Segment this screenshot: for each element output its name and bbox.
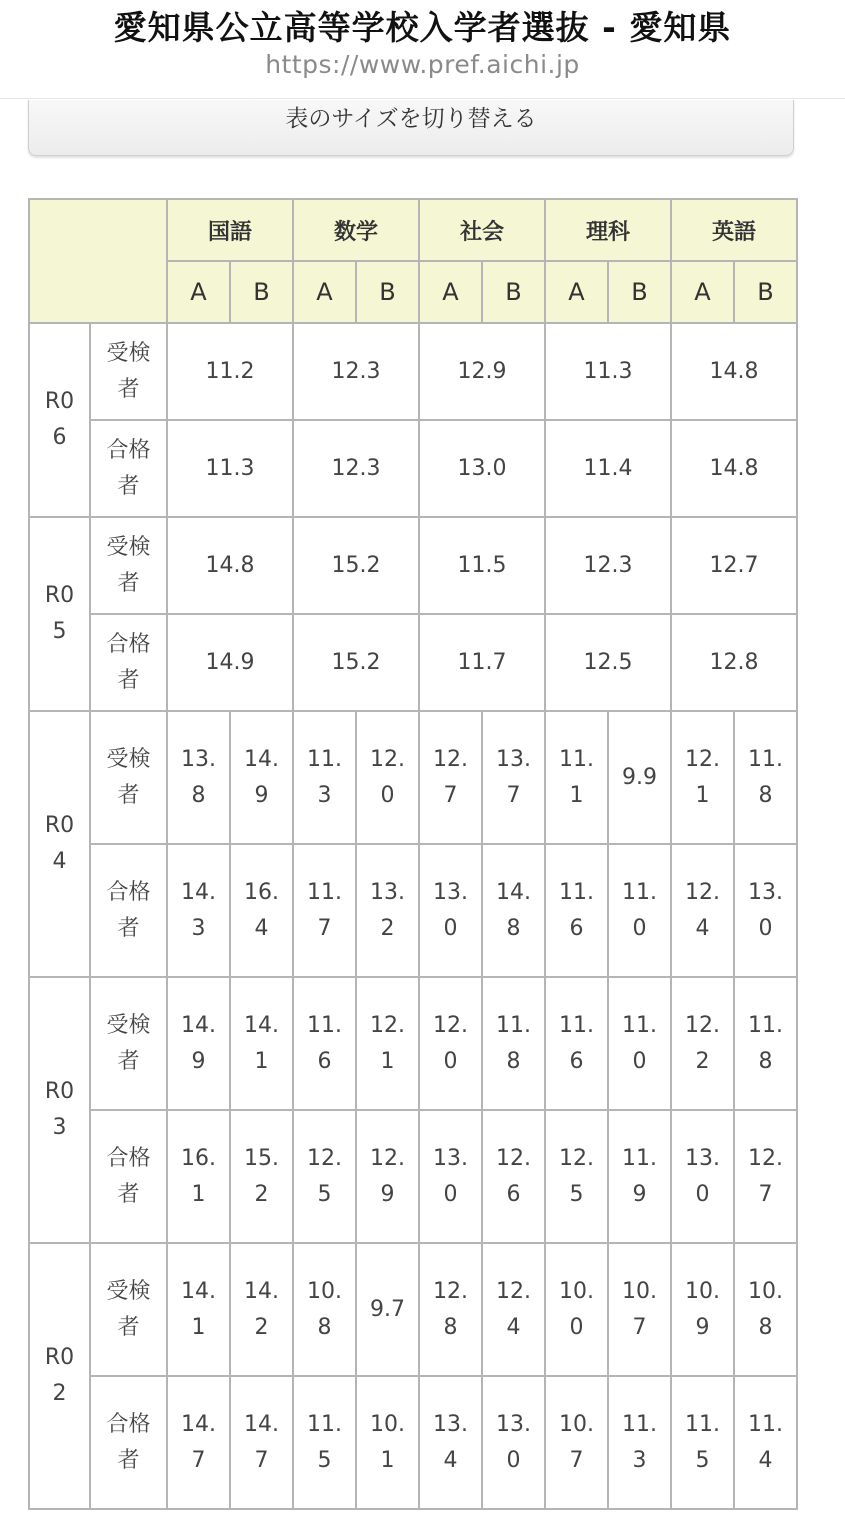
score-cell-text: 11.3 [307,746,342,808]
score-cell [608,1243,671,1376]
year-label-text: R03 [44,1079,75,1140]
sub-column-header-text: B [505,278,522,306]
group-label [90,1243,167,1376]
score-cell [671,420,797,517]
score-cell-text: 11.7 [307,879,342,941]
score-cell [293,517,419,614]
score-cell [167,711,230,844]
score-cell-text: 12.4 [496,1278,531,1340]
score-cell-text: 12.0 [370,746,405,808]
group-label-text: 合格者 [106,879,151,941]
score-cell [734,711,797,844]
year-label-text: R02 [44,1345,75,1406]
score-cell-text: 11.2 [205,359,255,384]
score-cell-text: 15.2 [244,1145,279,1207]
score-cell [167,420,293,517]
group-label [90,844,167,977]
score-cell-text: 12.3 [331,359,381,384]
group-label [90,1376,167,1509]
score-cell [356,844,419,977]
score-cell [419,844,482,977]
score-cell [671,711,734,844]
score-cell-text: 11.1 [559,746,594,808]
score-cell-text: 13.0 [433,879,468,941]
score-cell-text: 14.1 [244,1012,279,1074]
score-cell-text: 12.6 [496,1145,531,1207]
score-cell-text: 11.5 [457,553,507,578]
score-cell-text: 12.7 [433,746,468,808]
header-row-subjects [29,199,797,261]
score-cell [167,844,230,977]
sub-column-header-text: B [631,278,648,306]
score-cell [356,977,419,1110]
score-cell [419,1376,482,1509]
score-cell [734,1110,797,1243]
table-row [29,977,797,1110]
score-cell [545,420,671,517]
score-cell-text: 14.9 [244,746,279,808]
score-cell [230,1243,293,1376]
score-cell [671,323,797,420]
sub-column-header [608,261,671,323]
score-cell [608,977,671,1110]
score-table [28,198,798,1510]
score-cell-text: 12.8 [433,1278,468,1340]
score-cell [608,844,671,977]
table-row [29,1243,797,1376]
subject-header [419,199,545,261]
score-cell [545,1243,608,1376]
subject-header-text: 数学 [333,219,378,245]
score-cell-text: 14.9 [181,1012,216,1074]
score-cell [545,614,671,711]
score-cell-text: 13.4 [433,1411,468,1473]
group-label-text: 受検者 [106,1278,151,1340]
score-cell [419,711,482,844]
score-cell-text: 12.3 [331,456,381,481]
score-cell-text: 11.4 [583,456,633,481]
score-cell [167,323,293,420]
subject-header-text: 英語 [711,219,756,245]
year-label-text: R06 [44,389,75,450]
score-cell-text: 11.9 [622,1145,657,1207]
score-cell-text: 13.0 [748,879,783,941]
score-cell [167,1376,230,1509]
score-cell-text: 13.0 [685,1145,720,1207]
score-cell-text: 16.4 [244,879,279,941]
subject-header [671,199,797,261]
score-cell [734,844,797,977]
score-cell [419,614,545,711]
table-row [29,614,797,711]
score-cell-text: 13.0 [457,456,507,481]
score-cell-text: 13.8 [181,746,216,808]
score-cell-text: 13.7 [496,746,531,808]
score-cell [230,977,293,1110]
subject-header-text: 社会 [459,219,504,245]
sub-column-header-text: A [190,278,207,306]
score-cell [545,517,671,614]
table-row [29,844,797,977]
sub-column-header [293,261,356,323]
score-cell-text: 13.0 [433,1145,468,1207]
sub-column-header-text: B [253,278,270,306]
score-cell [167,517,293,614]
page-url[interactable]: https://www.pref.aichi.jp [265,50,580,79]
score-cell-text: 11.6 [559,1012,594,1074]
score-cell [230,844,293,977]
score-cell-text: 9.9 [622,764,657,790]
table-row [29,1110,797,1243]
score-cell [293,844,356,977]
score-cell-text: 13.2 [370,879,405,941]
score-cell-text: 10.1 [370,1411,405,1473]
sub-column-header-text: B [757,278,774,306]
subject-header [293,199,419,261]
group-label-text: 受検者 [106,534,151,596]
sub-column-header [671,261,734,323]
group-label [90,420,167,517]
score-cell [419,420,545,517]
sub-column-header-text: A [316,278,333,306]
table-row [29,711,797,844]
score-cell [167,977,230,1110]
score-cell-text: 10.8 [307,1278,342,1340]
score-cell-text: 14.8 [709,359,759,384]
score-cell-text: 14.9 [205,650,255,675]
group-label-text: 受検者 [106,746,151,808]
table-row [29,517,797,614]
header-corner [29,199,167,323]
score-cell-text: 12.7 [709,553,759,578]
score-cell-text: 12.8 [709,650,759,675]
subject-header [167,199,293,261]
score-cell-text: 11.8 [496,1012,531,1074]
score-cell [356,1376,419,1509]
score-cell-text: 10.8 [748,1278,783,1340]
score-cell-text: 11.4 [748,1411,783,1473]
score-cell [608,711,671,844]
score-cell-text: 11.8 [748,1012,783,1074]
score-cell [482,711,545,844]
page-header [0,0,845,99]
score-cell [734,1243,797,1376]
score-cell [293,977,356,1110]
year-label-text: R05 [44,583,75,644]
group-label-text: 合格者 [106,1145,151,1207]
score-cell-text: 12.2 [685,1012,720,1074]
score-cell [419,1110,482,1243]
score-cell [545,844,608,977]
score-cell-text: 11.8 [748,746,783,808]
score-cell [671,1243,734,1376]
score-cell [734,1376,797,1509]
score-cell [671,1110,734,1243]
sub-column-header [482,261,545,323]
score-cell [419,977,482,1110]
year-label [29,1243,90,1509]
group-label [90,517,167,614]
score-cell-text: 10.7 [622,1278,657,1340]
score-cell [545,1110,608,1243]
sub-column-header [419,261,482,323]
score-cell-text: 15.2 [331,553,381,578]
score-cell-text: 14.8 [205,553,255,578]
score-cell [545,977,608,1110]
group-label-text: 合格者 [106,437,151,499]
score-cell [419,517,545,614]
sub-column-header-text: A [442,278,459,306]
score-cell-text: 11.6 [307,1012,342,1074]
table-size-toggle-button[interactable]: 表のサイズを切り替える [28,100,794,156]
score-cell-text: 12.5 [583,650,633,675]
score-cell-text: 12.5 [559,1145,594,1207]
score-cell-text: 12.9 [457,359,507,384]
year-label [29,711,90,977]
group-label [90,1110,167,1243]
score-cell [293,323,419,420]
score-cell [608,1110,671,1243]
score-cell [419,323,545,420]
score-cell-text: 11.3 [205,456,255,481]
score-cell [419,1243,482,1376]
group-label-text: 合格者 [106,1411,151,1473]
score-cell [230,711,293,844]
subject-header-text: 国語 [207,219,252,245]
score-cell-text: 11.5 [685,1411,720,1473]
sub-column-header [734,261,797,323]
score-cell [482,1243,545,1376]
sub-column-header [230,261,293,323]
sub-column-header-text: A [694,278,711,306]
sub-column-header [545,261,608,323]
score-cell [671,844,734,977]
score-cell-text: 16.1 [181,1145,216,1207]
score-cell [293,1243,356,1376]
score-cell [167,1110,230,1243]
score-cell [293,1376,356,1509]
score-cell-text: 10.0 [559,1278,594,1340]
sub-column-header-text: B [379,278,396,306]
score-cell-text: 12.0 [433,1012,468,1074]
table-row [29,420,797,517]
score-cell-text: 11.3 [622,1411,657,1473]
score-cell-text: 15.2 [331,650,381,675]
score-cell [482,977,545,1110]
score-cell [734,977,797,1110]
score-cell [356,1243,419,1376]
sub-column-header [167,261,230,323]
sub-column-header [356,261,419,323]
year-label-text: R04 [44,813,75,874]
score-cell [482,844,545,977]
score-cell-text: 12.1 [685,746,720,808]
group-label [90,711,167,844]
score-cell-text: 12.7 [748,1145,783,1207]
score-cell [671,977,734,1110]
year-label [29,977,90,1243]
score-cell [545,1376,608,1509]
score-cell [671,1376,734,1509]
group-label-text: 合格者 [106,631,151,693]
score-cell-text: 14.7 [181,1411,216,1473]
score-cell-text: 13.0 [496,1411,531,1473]
table-row [29,323,797,420]
subject-header-text: 理科 [585,219,630,245]
score-cell-text: 14.3 [181,879,216,941]
score-cell [356,711,419,844]
score-cell-text: 12.9 [370,1145,405,1207]
score-cell [293,711,356,844]
sub-column-header-text: A [568,278,585,306]
score-cell-text: 14.2 [244,1278,279,1340]
score-cell-text: 11.0 [622,879,657,941]
group-label [90,977,167,1110]
score-cell-text: 12.5 [307,1145,342,1207]
score-cell-text: 14.7 [244,1411,279,1473]
score-cell-text: 11.7 [457,650,507,675]
score-cell-text: 11.3 [583,359,633,384]
score-cell [230,1376,293,1509]
subject-header [545,199,671,261]
year-label [29,517,90,711]
score-cell-text: 12.1 [370,1012,405,1074]
score-cell [608,1376,671,1509]
year-label [29,323,90,517]
score-cell-text: 11.5 [307,1411,342,1473]
score-cell [545,711,608,844]
page-title: 愛知県公立高等学校入学者選抜 - 愛知県 [113,8,732,47]
score-cell [545,323,671,420]
score-cell [482,1110,545,1243]
group-label-text: 受検者 [106,340,151,402]
score-cell [167,1243,230,1376]
score-cell [293,420,419,517]
group-label [90,323,167,420]
score-cell [293,1110,356,1243]
score-cell-text: 12.3 [583,553,633,578]
score-cell-text: 9.7 [370,1296,405,1322]
score-cell-text: 10.9 [685,1278,720,1340]
score-cell-text: 11.6 [559,879,594,941]
score-cell [293,614,419,711]
score-cell-text: 11.0 [622,1012,657,1074]
group-label-text: 受検者 [106,1012,151,1074]
score-cell [167,614,293,711]
score-cell-text: 14.8 [709,456,759,481]
score-cell [671,517,797,614]
score-cell-text: 12.4 [685,879,720,941]
table-row [29,1376,797,1509]
score-cell [671,614,797,711]
score-cell [482,1376,545,1509]
score-cell [356,1110,419,1243]
score-cell-text: 14.8 [496,879,531,941]
score-cell-text: 10.7 [559,1411,594,1473]
group-label [90,614,167,711]
score-cell [230,1110,293,1243]
score-cell-text: 14.1 [181,1278,216,1340]
